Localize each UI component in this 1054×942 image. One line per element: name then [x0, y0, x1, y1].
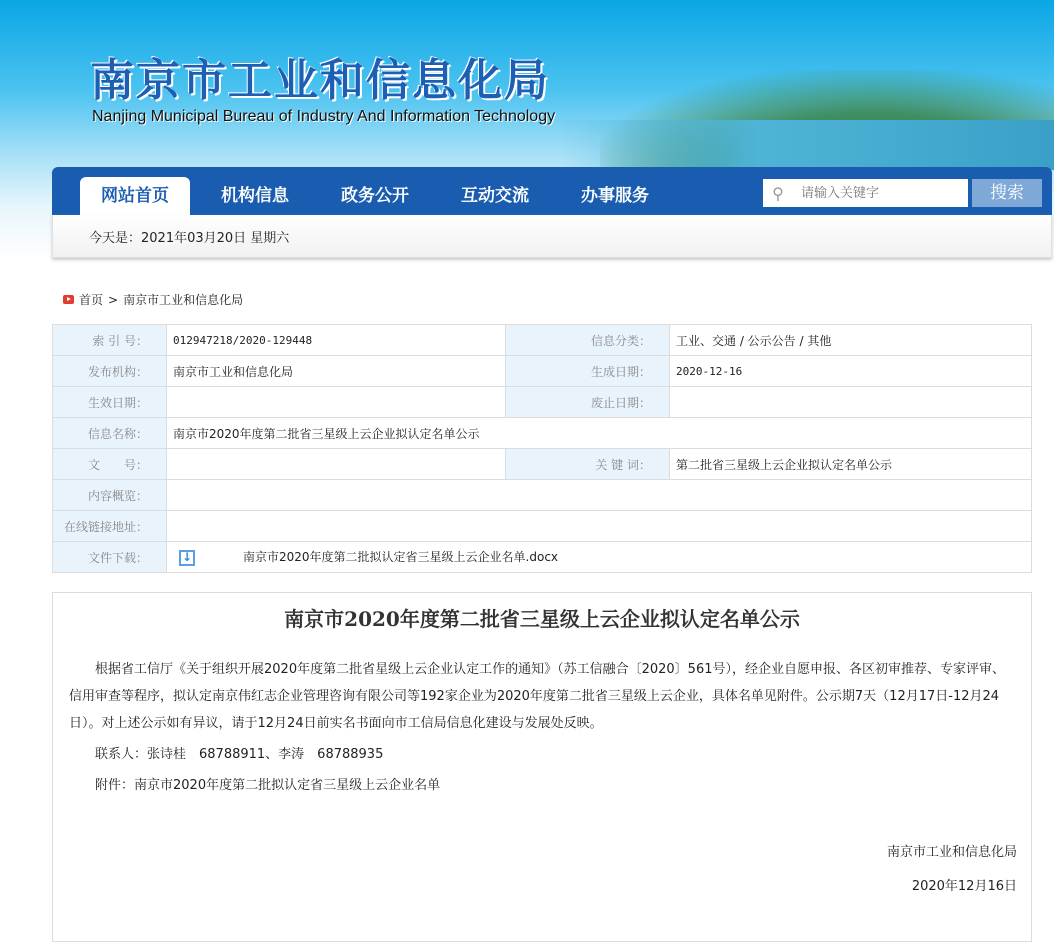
article-paragraph: 根据省工信厅《关于组织开展2020年度第二批省星级上云企业认定工作的通知》（苏工信融合〔2020〕561号），经企业自愿申报、各区初审推荐、专家评审、信用审查等程序，拟认定南京伟红志企业管理咨询有限公司等192家企业为2020年度第二批省三星级上云企业，具体名单见附件。公示期7天（12月17日-12月24日）。对上述公示如有异议，请于12月24日前实名书面向市工信局信息化建设与发展处反映。	[69, 662, 1005, 731]
download-cell	[167, 542, 1032, 573]
article-contact: 联系人：张诗桂 68788911、李涛 68788935	[95, 747, 384, 762]
table-row	[53, 387, 1032, 418]
keyword-label: 关 键 词：	[506, 449, 670, 480]
link-value	[167, 511, 1032, 542]
summary-label: 内容概览：	[53, 480, 167, 511]
breadcrumb	[63, 291, 243, 308]
tab-services[interactable]: 办事服务	[581, 186, 649, 206]
table-row	[53, 449, 1032, 480]
tab-interaction[interactable]: 互动交流	[461, 186, 529, 206]
expire-label: 废止日期：	[506, 387, 670, 418]
home-icon	[63, 295, 74, 304]
metadata-table	[52, 324, 1032, 573]
table-row	[53, 480, 1032, 511]
tab-organization[interactable]: 机构信息	[221, 186, 289, 206]
article-attachment: 附件：南京市2020年度第二批拟认定省三星级上云企业名单	[95, 778, 441, 793]
article	[52, 592, 1032, 942]
table-row	[53, 542, 1032, 573]
search-button[interactable]: 搜索	[972, 179, 1042, 207]
breadcrumb-home[interactable]: 首页	[79, 293, 104, 307]
publisher-value: 南京市工业和信息化局	[167, 356, 506, 387]
download-icon[interactable]: ↓	[179, 550, 195, 566]
link-label: 在线链接地址：	[53, 511, 167, 542]
site-title: 南京市工业和信息化局	[90, 55, 550, 106]
table-row	[53, 356, 1032, 387]
site-title-en: Nanjing Municipal Bureau of Industry And Information Technology	[92, 108, 556, 125]
created-label: 生成日期：	[506, 356, 670, 387]
search-icon: ⚲	[772, 183, 784, 203]
breadcrumb-current[interactable]: 南京市工业和信息化局	[123, 293, 244, 307]
tab-government-affairs[interactable]: 政务公开	[341, 186, 409, 206]
category-label: 信息分类：	[506, 325, 670, 356]
breadcrumb-separator: >	[108, 292, 119, 307]
created-value: 2020-12-16	[670, 356, 1032, 387]
name-label: 信息名称：	[53, 418, 167, 449]
category-value: 工业、交通 / 公示公告 / 其他	[670, 325, 1032, 356]
keyword-value: 第二批省三星级上云企业拟认定名单公示	[670, 449, 1032, 480]
banner-water	[560, 120, 1054, 170]
article-signer: 南京市工业和信息化局	[886, 845, 1017, 860]
today-date: 今天是：2021年03月20日 星期六	[89, 231, 290, 246]
download-label: 文件下载：	[53, 542, 167, 573]
table-row	[53, 325, 1032, 356]
summary-value	[167, 480, 1032, 511]
main-nav	[52, 167, 1052, 215]
article-title: 南京市2020年度第二批省三星级上云企业拟认定名单公示	[284, 607, 800, 631]
download-file-link[interactable]: 南京市2020年度第二批拟认定省三星级上云企业名单.docx	[243, 550, 559, 565]
index-value: 012947218/2020-129448	[167, 325, 506, 356]
search-input[interactable]	[801, 186, 961, 201]
publisher-label: 发布机构：	[53, 356, 167, 387]
effective-label: 生效日期：	[53, 387, 167, 418]
expire-value	[670, 387, 1032, 418]
docno-label: 文 号：	[53, 449, 167, 480]
tab-home[interactable]: 网站首页	[80, 177, 190, 215]
search-box	[763, 179, 968, 207]
effective-value	[167, 387, 506, 418]
index-label: 索 引 号：	[53, 325, 167, 356]
docno-value	[167, 449, 506, 480]
article-date: 2020年12月16日	[911, 879, 1017, 894]
table-row	[53, 418, 1032, 449]
date-bar	[52, 215, 1052, 258]
name-value: 南京市2020年度第二批省三星级上云企业拟认定名单公示	[167, 418, 1032, 449]
table-row	[53, 511, 1032, 542]
